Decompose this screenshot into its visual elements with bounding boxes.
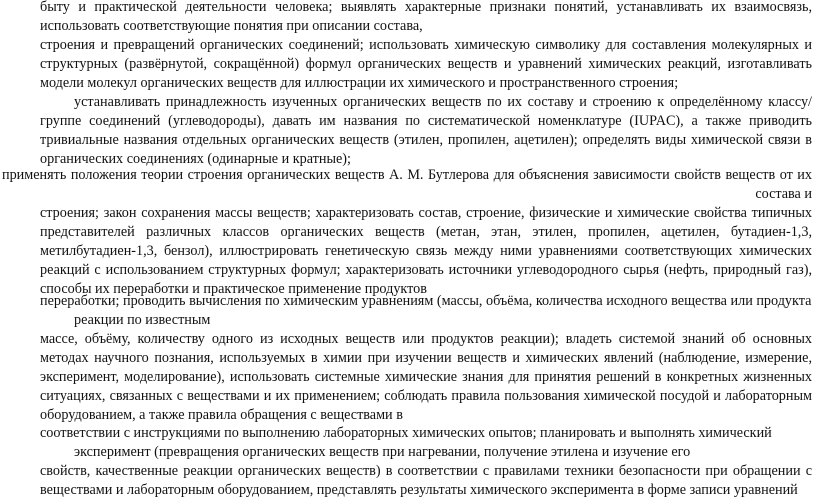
paragraph-4: применять положения теории строения органических веществ А. М. Бутлерова для объяснения зависимости свойств веществ от их состава и bbox=[2, 167, 812, 202]
paragraph-9: свойств, качественные реакции органических веществ) в соответствии с правилами техники безопасности при обращении с веществами и лабораторным оборудованием, представлять результаты химического эксперимента в форме записи уравнений bbox=[40, 463, 812, 498]
paragraph-1: быту и практической деятельности человека; выявлять характерные признаки понятий, устанавливать их взаимосвязь, использовать соответствующие понятия при описании состава, bbox=[40, 0, 812, 34]
paragraph-6-text: переработки; проводить вычисления по химическим уравнениям (массы, объёма, количества исходного вещества или продукта bbox=[40, 293, 812, 309]
paragraph-3: устанавливать принадлежность изученных органических веществ по их составу и строению к определённому классу/группе соединений (углеводороды), давать им названия по систематической номенклатуре (IUPAC), а также приводить тривиальные названия отдельных органических веществ (этилен, пропилен, ацетилен); определять виды химической связи в органических соединениях (одинарные и кратные); bbox=[40, 94, 812, 167]
paragraph-7: массе, объёму, количеству одного из исходных веществ или продуктов реакции); владеть системой знаний об основных методах научного познания, используемых в химии при изучении веществ и химических явлений (наблюдение, измерение, эксперимент, моделирование), использовать системные химические знания для принятия решений в конкретных жизненных ситуациях, связанных с веществами и их применением; соблюдать правила пользования химической посудой и лабораторным оборудованием, а также правила обращения с веществами в bbox=[40, 331, 812, 423]
paragraph-5: строения; закон сохранения массы веществ; характеризовать состав, строение, физические и химические свойства типичных представителей различных классов органических веществ (метан, этан, этилен, пропилен, ацетилен, бутадиен-1,3, метилбутадиен-1,3, бензол), иллюстрировать генетическую связь между ними уравнениями соответствующих химических реакций с использованием структурных формул; характеризовать источники углеводородного сырья (нефть, природный газ), способы их переработки и практическое применение продуктов bbox=[40, 205, 812, 297]
paragraph-8-text: соответствии с инструкциями по выполнению лабораторных химических опытов; планировать и выполнять химический bbox=[40, 425, 772, 441]
paragraph-2: строения и превращений органических соединений; использовать химическую символику для составления молекулярных и структурных (развёрнутой, сокращённой) формул органических веществ и уравнений химических реакций, изготавливать модели молекул органических веществ для иллюстрации их химического и пространственного строения; bbox=[40, 37, 812, 91]
paragraph-8 bbox=[40, 424, 812, 462]
paragraph-6-continuation: реакции по известным bbox=[74, 312, 211, 328]
paragraph-6 bbox=[40, 292, 812, 330]
paragraph-8-continuation: эксперимент (превращения органических веществ при нагревании, получение этилена и изучение его bbox=[74, 444, 691, 460]
